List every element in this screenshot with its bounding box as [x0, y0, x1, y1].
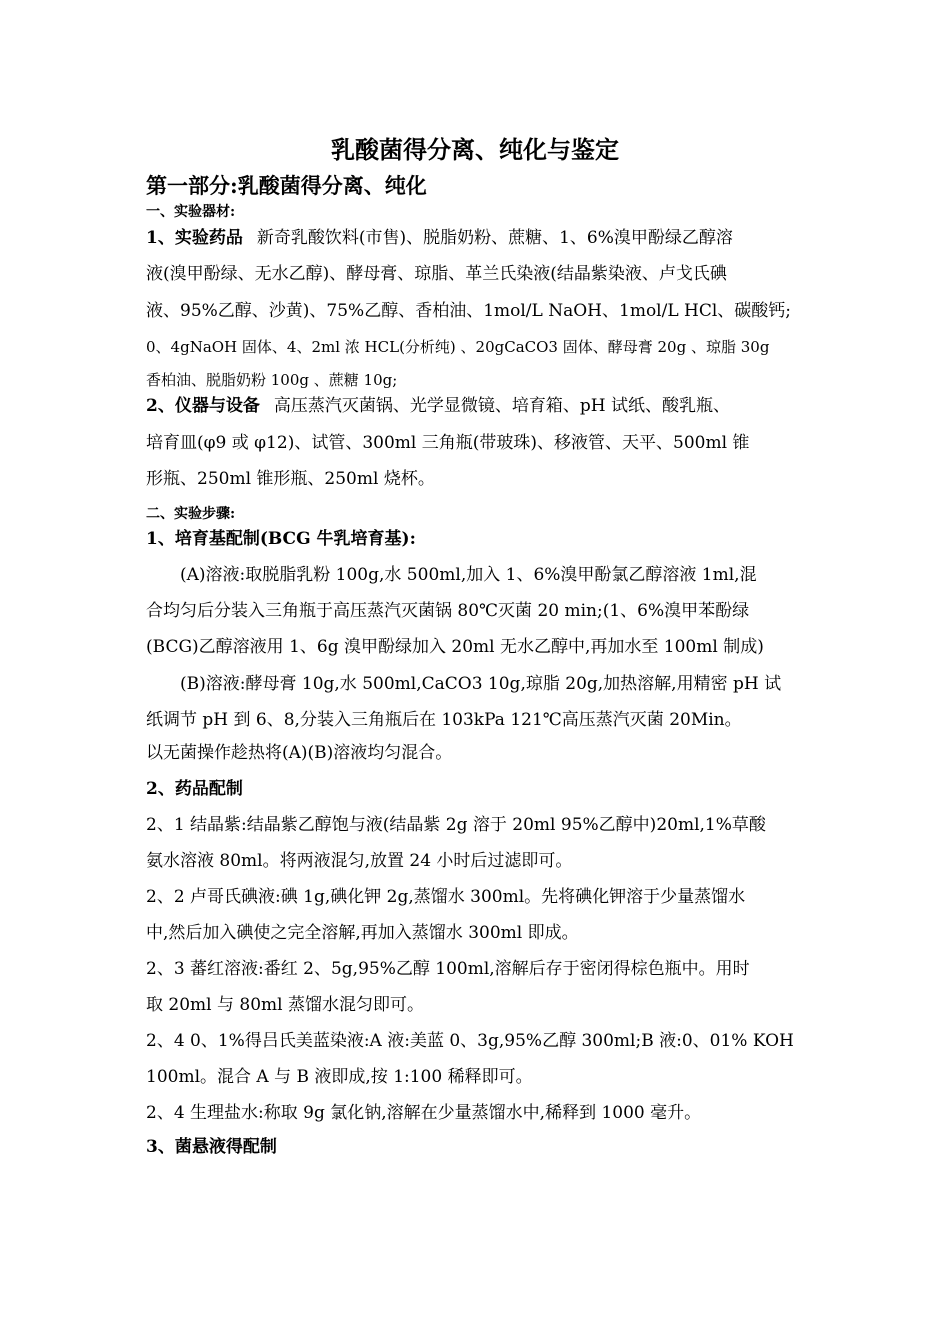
section-heading-materials: 一、实验器材:: [146, 204, 236, 220]
paragraph-safranin-line-2: 取 20ml 与 80ml 蒸馏水混匀即可。: [146, 995, 424, 1015]
paragraph-solution-b-line-2: 纸调节 pH 到 6、8,分装入三角瓶后在 103kPa 121℃高压蒸汽灭菌 20Min。: [146, 710, 742, 730]
subheading-reagents: 1、实验药品: [146, 228, 243, 248]
paragraph-methylene-blue-line-1: 2、4 0、1%得吕氏美蓝染液:A 液:美蓝 0、3g,95%乙醇 300ml;B 液:0、01% KOH: [146, 1031, 794, 1051]
subheading-medium: 1、培育基配制(BCG 牛乳培育基):: [146, 529, 416, 549]
paragraph-lugol-line-2: 中,然后加入碘使之完全溶解,再加入蒸馏水 300ml 即成。: [146, 923, 579, 943]
paragraph-reagents-line-2: 液(溴甲酚绿、无水乙醇)、酵母膏、琼脂、革兰氏染液(结晶紫染液、卢戈氏碘: [146, 264, 727, 284]
paragraph-reagents-line-3: 液、95%乙醇、沙黄)、75%乙醇、香柏油、1mol/L NaOH、1mol/L HCl、碳酸钙;: [146, 301, 792, 321]
document-title: 乳酸菌得分离、纯化与鉴定: [331, 135, 619, 164]
subheading-suspension: 3、菌悬液得配制: [146, 1137, 277, 1157]
paragraph-equipment-line-2: 培育皿(φ9 或 φ12)、试管、300ml 三角瓶(带玻珠)、移液管、天平、500ml 锥: [146, 433, 750, 453]
paragraph-solution-a-line-1: (A)溶液:取脱脂乳粉 100g,水 500ml,加入 1、6%溴甲酚氯乙醇溶液 1ml,混: [180, 565, 757, 585]
paragraph-solution-a-line-2: 合均匀后分装入三角瓶于高压蒸汽灭菌锅 80℃灭菌 20 min;(1、6%溴甲苯酚绿: [146, 601, 750, 621]
paragraph-equipment-line-1: [146, 394, 730, 418]
part-heading: 第一部分:乳酸菌得分离、纯化: [146, 173, 427, 198]
paragraph-methylene-blue-line-2: 100ml。混合 A 与 B 液即成,按 1:100 稀释即可。: [146, 1067, 533, 1087]
paragraph-solution-b-line-1: (B)溶液:酵母膏 10g,水 500ml,CaCO3 10g,琼脂 20g,加热溶解,用精密 pH 试: [180, 674, 782, 694]
paragraph-reagents-line-1: [146, 226, 733, 250]
subheading-equipment: 2、仪器与设备: [146, 396, 260, 416]
text-span: 高压蒸汽灭菌锅、光学显微镜、培育箱、pH 试纸、酸乳瓶、: [273, 396, 730, 416]
paragraph-safranin-line-1: 2、3 蕃红溶液:番红 2、5g,95%乙醇 100ml,溶解后存于密闭得棕色瓶中。用时: [146, 959, 750, 979]
paragraph-solution-a-line-3: (BCG)乙醇溶液用 1、6g 溴甲酚绿加入 20ml 无水乙醇中,再加水至 100ml 制成): [146, 637, 764, 657]
paragraph-crystal-violet-line-2: 氨水溶液 80ml。将两液混匀,放置 24 小时后过滤即可。: [146, 851, 573, 871]
paragraph-saline: 2、4 生理盐水:称取 9g 氯化钠,溶解在少量蒸馏水中,稀释到 1000 毫升。: [146, 1103, 702, 1123]
paragraph-crystal-violet-line-1: 2、1 结晶紫:结晶紫乙醇饱与液(结晶紫 2g 溶于 20ml 95%乙醇中)20ml,1%草酸: [146, 815, 766, 835]
paragraph-reagents-line-5: 香柏油、脱脂奶粉 100g 、蔗糖 10g;: [146, 371, 398, 389]
paragraph-equipment-line-3: 形瓶、250ml 锥形瓶、250ml 烧杯。: [146, 469, 435, 489]
paragraph-lugol-line-1: 2、2 卢哥氏碘液:碘 1g,碘化钾 2g,蒸馏水 300ml。先将碘化钾溶于少量蒸馏水: [146, 887, 746, 907]
text-span: 新奇乳酸饮料(市售)、脱脂奶粉、蔗糖、1、6%溴甲酚绿乙醇溶: [256, 228, 733, 248]
subheading-reagent-prep: 2、药品配制: [146, 779, 243, 799]
paragraph-mix: 以无菌操作趁热将(A)(B)溶液均匀混合。: [146, 743, 453, 763]
section-heading-steps: 二、实验步骤:: [146, 506, 236, 522]
paragraph-reagents-line-4: 0、4gNaOH 固体、4、2ml 浓 HCL(分析纯) 、20gCaCO3 固体、酵母膏 20g 、琼脂 30g: [146, 338, 770, 356]
